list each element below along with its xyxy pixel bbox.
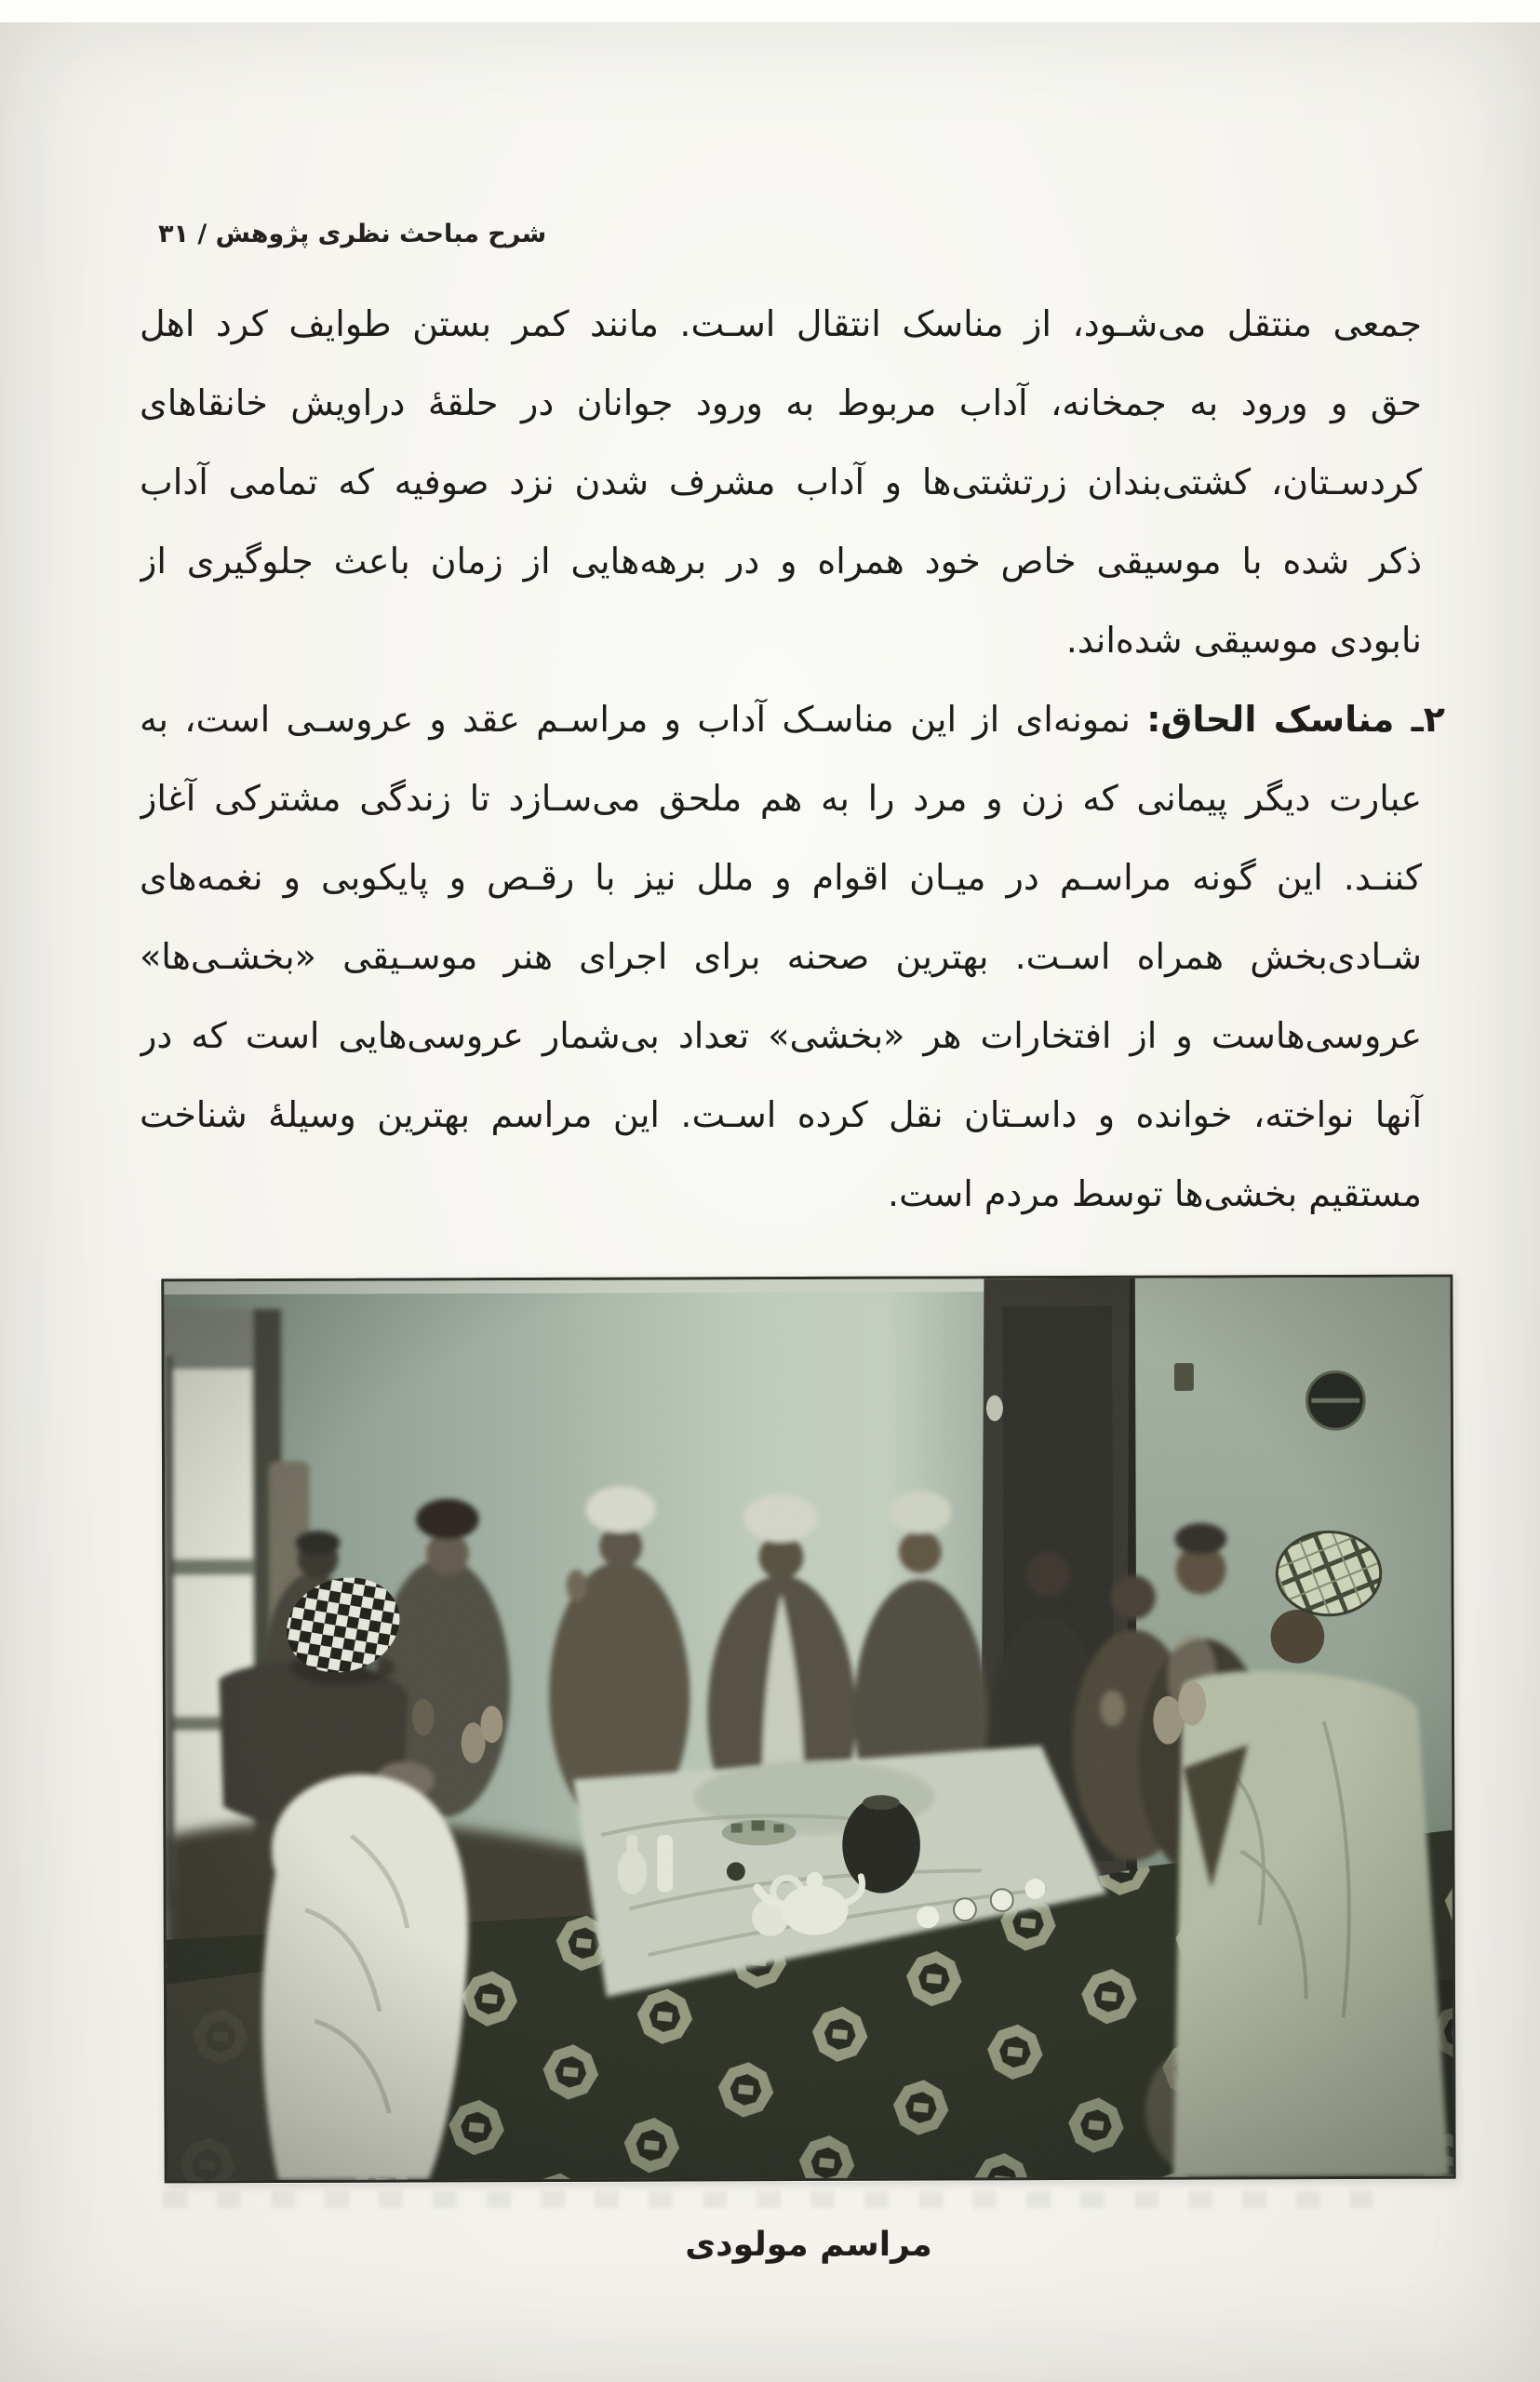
item2-last-line: مستقیم بخشی‌ها توسط مردم است. (888, 1173, 1422, 1214)
item2-line: عبارت دیگر پیمانی که زن و مرد را به هم ملحق می‌سـازد تا زندگی مشترکی آغاز (140, 778, 1422, 819)
photo-caption: مراسم مولودی (685, 2226, 932, 2264)
item2-first-line-text: نمونه‌ای از این مناسـک آداب و مراسـم عقد و عروسـی است، به (140, 699, 1147, 740)
paragraph1-line: کردسـتان، کشتی‌بندان زرتشتی‌ها و آداب مشرف شدن نزد صوفیه که تمامی آداب (140, 462, 1422, 502)
item2-number: ۲ـ (1394, 699, 1445, 740)
photo-scene (164, 1278, 1453, 2181)
scan-artifact (163, 2191, 1373, 2208)
body-text (140, 285, 1445, 1234)
item2-first-line (140, 680, 1445, 759)
item2-heading: مناسک الحاق: (1146, 699, 1395, 740)
item2-line: آنها نواخته، خوانده و داسـتان نقل کرده اسـت. این مراسم بهترین وسیلهٔ شناخت (140, 1094, 1422, 1135)
grain-overlay (164, 1278, 1453, 2181)
paragraph1-line: جمعی منتقل می‌شـود، از مناسک انتقال اسـت. مانند کمر بستن طوایف کرد اهل (140, 303, 1422, 344)
item2-line: عروسی‌هاست و از افتخارات هر «بخشی» تعداد بی‌شمار عروسی‌هایی است که در (140, 1015, 1422, 1056)
paragraph1-line: ذکر شده با موسیقی خاص خود همراه و در برهه‌هایی از زمان باعث جلوگیری از (140, 541, 1422, 582)
item2-line: کننـد. این گونه مراسـم در میـان اقوام و ملل نیز با رقـص و پایکوبی و نغمه‌های (140, 857, 1422, 898)
page-top-margin (0, 0, 1540, 22)
mowludi-ceremony-photo (161, 1275, 1455, 2184)
paragraph1-line: حق و ورود به جمخانه، آداب مربوط به ورود جوانان در حلقهٔ دراویش خانقاهای (140, 382, 1422, 423)
page-header: شرح مباحث نظری پژوهش / ۳۱ (158, 220, 547, 248)
paragraph1-last-line: نابودی موسیقی شده‌اند. (1065, 620, 1422, 661)
item2-line: شـادی‌بخش همراه اسـت. بهترین صحنه برای اجرای هنر موسـیقی «بخشـی‌ها» (140, 936, 1422, 977)
